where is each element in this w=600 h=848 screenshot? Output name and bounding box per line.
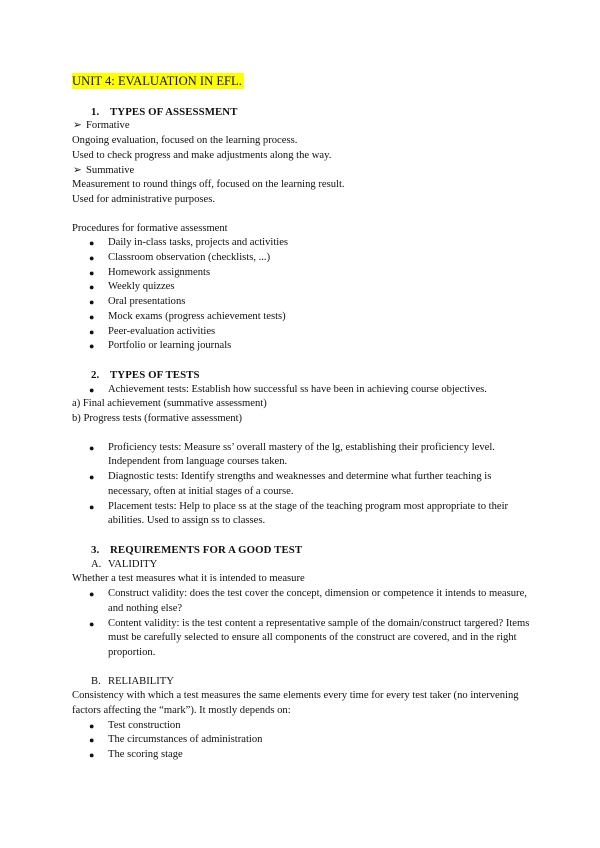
- list-item: ● Portfolio or learning journals: [72, 339, 534, 354]
- bullet-icon: ●: [89, 253, 95, 264]
- validity-label: VALIDITY: [108, 558, 158, 570]
- section-1-number: 1.: [91, 105, 100, 118]
- list-item: ● Peer-evaluation activities: [72, 325, 534, 340]
- bullet-icon: ●: [89, 442, 95, 453]
- arrow-bullet-icon: ➢: [73, 120, 82, 132]
- list-item: ● Achievement tests: Establish how successful ss have been in achieving course objectives.: [72, 383, 534, 398]
- arrow-bullet-icon: ➢: [73, 164, 82, 176]
- bullet-icon: ●: [89, 267, 95, 278]
- list-item: ● Daily in-class tasks, projects and activities: [72, 236, 534, 251]
- list-item: ● Diagnostic tests: Identify strengths and weaknesses and determine what further teaching is necessary, often at initial stages of a course.: [89, 471, 492, 497]
- bullet-icon: ●: [89, 501, 95, 512]
- section-2-title: TYPES OF TESTS: [110, 368, 200, 381]
- list-item: ● Test construction: [72, 719, 534, 734]
- reliability-letter: B.: [91, 675, 101, 687]
- bullet-icon: ●: [89, 720, 95, 731]
- list-item: ● The circumstances of administration: [72, 733, 534, 748]
- procedures-list: [72, 236, 534, 354]
- list-item: ● Homework assignments: [72, 266, 534, 281]
- reliability-list: [72, 719, 534, 763]
- list-item: ● Weekly quizzes: [72, 280, 534, 295]
- section-3-title: REQUIREMENTS FOR A GOOD TEST: [110, 543, 303, 556]
- list-item: ● Classroom observation (checklists, ...): [72, 251, 534, 266]
- bullet-icon: ●: [89, 750, 95, 761]
- section-2-number: 2.: [91, 368, 100, 381]
- list-item: ● Oral presentations: [72, 295, 534, 310]
- section-2-heading: [72, 368, 534, 383]
- formative-label-row: [72, 119, 534, 134]
- list-item: ● Proficiency tests: Measure ss’ overall mastery of the lg, establishing their proficiency level. Independent from language courses taken.: [89, 441, 495, 468]
- procedures-intro: Procedures for formative assessment: [72, 222, 228, 234]
- bullet-icon: ●: [89, 384, 95, 395]
- validity-list: [72, 587, 534, 661]
- section-1-heading: [72, 105, 534, 120]
- other-tests-list: [72, 441, 534, 529]
- summative-line-1: Measurement to round things off, focused on the learning result.: [72, 179, 345, 191]
- summative-label-row: [72, 164, 534, 179]
- formative-label: Formative: [86, 120, 130, 132]
- unit-title: UNIT 4: EVALUATION IN EFL.: [72, 74, 242, 88]
- bullet-icon: ●: [89, 326, 95, 337]
- bullet-icon: ●: [89, 472, 95, 483]
- list-item: ● Construct validity: does the test cover the concept, dimension or competence it intends to measure, and nothing else?: [89, 588, 527, 614]
- reliability-label: RELIABILITY: [108, 675, 174, 687]
- bullet-icon: ●: [89, 297, 95, 308]
- achievement-list: [72, 383, 534, 398]
- reliability-intro: Consistency with which a test measures the same elements every time for every test taker (no intervening factors affecting the “mark”). It mostly depends on:: [72, 690, 519, 717]
- list-item: ● Content validity: is the test content a representative sample of the domain/construct targered? Items must be carefully selected to ensure all components of the construct are covered, and in the right proportion.: [89, 617, 530, 658]
- section-1-title: TYPES OF ASSESSMENT: [110, 105, 238, 118]
- bullet-icon: ●: [89, 735, 95, 746]
- bullet-icon: ●: [89, 589, 95, 600]
- formative-line-1: Ongoing evaluation, focused on the learning process.: [72, 135, 298, 147]
- summative-line-2: Used for administrative purposes.: [72, 193, 215, 205]
- section-3-number: 3.: [91, 543, 100, 556]
- document-body: [72, 73, 534, 763]
- reliability-subheading: [72, 675, 534, 690]
- title-row: [72, 73, 534, 91]
- bullet-icon: ●: [89, 618, 95, 629]
- list-item: ● Placement tests: Help to place ss at the stage of the teaching program most appropriate to their abilities. Used to assign ss to classes.: [89, 500, 509, 527]
- list-item: ● The scoring stage: [72, 748, 534, 763]
- bullet-icon: ●: [89, 341, 95, 352]
- bullet-icon: ●: [89, 311, 95, 322]
- formative-line-2: Used to check progress and make adjustments along the way.: [72, 149, 332, 161]
- validity-subheading: [72, 558, 534, 573]
- summative-label: Summative: [86, 164, 135, 176]
- bullet-icon: ●: [89, 238, 95, 249]
- validity-letter: A.: [91, 558, 102, 570]
- list-item: ● Mock exams (progress achievement tests): [72, 310, 534, 325]
- validity-intro: Whether a test measures what it is intended to measure: [72, 573, 305, 585]
- achievement-sub-b: b) Progress tests (formative assessment): [72, 413, 243, 425]
- bullet-icon: ●: [89, 282, 95, 293]
- section-3-heading: [72, 543, 534, 558]
- achievement-sub-a: a) Final achievement (summative assessment): [72, 398, 267, 410]
